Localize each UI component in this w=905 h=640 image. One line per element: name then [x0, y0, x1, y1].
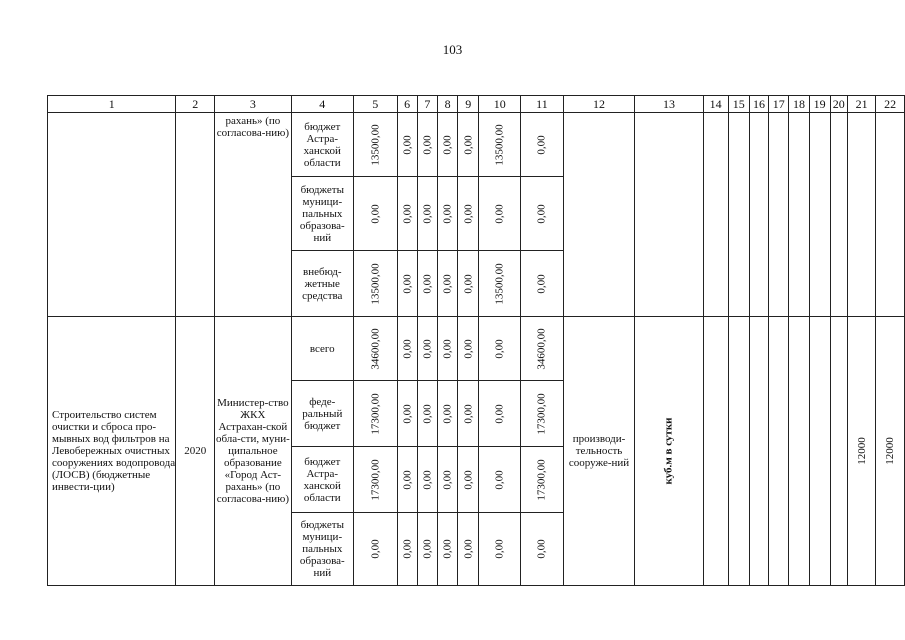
cell-empty: [769, 113, 789, 317]
cell-empty: [176, 113, 215, 317]
value-text: 17300,00: [369, 392, 382, 435]
project-name: Строительство систем очистки и сброса про-мывных вод фильтров на Левобережных очистных сооружениях водопровода (ЛОСВ) (бюджетные инвести-ции): [48, 317, 176, 586]
value-cell: [417, 447, 437, 513]
value-cell: [397, 113, 417, 177]
funding-source: бюджеты муници-пальных образова-ний: [291, 177, 354, 251]
cell-empty: [830, 113, 847, 317]
cell-empty: [728, 113, 749, 317]
value-cell: [438, 447, 458, 513]
col-header: 2: [176, 96, 215, 113]
value-text: 0,00: [535, 539, 548, 559]
value-cell: [438, 251, 458, 317]
cell-empty: [789, 317, 809, 586]
value-text: 13500,00: [369, 123, 382, 166]
value-text: 13500,00: [493, 123, 506, 166]
cell-empty: [728, 317, 749, 586]
cell-empty: [563, 113, 635, 317]
funding-source: внебюд-жетные средства: [291, 251, 354, 317]
value-text: 0,00: [493, 539, 506, 559]
value-cell: [479, 317, 521, 381]
value-cell: [397, 447, 417, 513]
value-cell: [417, 381, 437, 447]
target-cell: [876, 317, 905, 586]
project-executor: Министер-ство ЖКХ Астрахан-ской обла-сти, муни-ципальное образование «Город Аст-рахань» (по согласова-нию): [215, 317, 291, 586]
value-cell: [458, 251, 479, 317]
value-text: 0,00: [401, 338, 414, 359]
value-cell: [458, 513, 479, 586]
executor-continued: рахань» (по согласова-нию): [215, 113, 291, 317]
value-text: 17300,00: [369, 458, 382, 501]
value-cell: [438, 513, 458, 586]
value-text: 0,00: [421, 273, 434, 294]
unit-text: куб.м в сутки: [663, 417, 676, 485]
value-cell: [479, 251, 521, 317]
value-cell: [397, 177, 417, 251]
col-header: 9: [458, 96, 479, 113]
value-text: 0,00: [441, 539, 454, 559]
col-header: 18: [789, 96, 809, 113]
cell-empty: [809, 317, 830, 586]
col-header: 7: [417, 96, 437, 113]
value-text: 0,00: [401, 134, 414, 155]
unit-cell: [635, 317, 703, 586]
value-text: 0,00: [441, 273, 454, 294]
value-text: 0,00: [493, 469, 506, 490]
cell-empty: [749, 113, 768, 317]
value-cell: [479, 447, 521, 513]
cell-empty: [876, 113, 905, 317]
value-cell: [417, 251, 437, 317]
col-header: 14: [703, 96, 728, 113]
value-text: 0,00: [401, 469, 414, 490]
col-header: 17: [769, 96, 789, 113]
value-text: 13500,00: [369, 262, 382, 305]
funding-source: бюджеты муници-пальных образова-ний: [291, 513, 354, 586]
page-number: 103: [442, 42, 463, 57]
value-text: 0,00: [421, 338, 434, 359]
value-text: 0,00: [441, 469, 454, 490]
value-cell: [397, 513, 417, 586]
value-text: 0,00: [401, 273, 414, 294]
value-cell: [417, 177, 437, 251]
value-cell: [521, 381, 563, 447]
value-cell: [521, 113, 563, 177]
value-cell: [397, 381, 417, 447]
col-header: 3: [215, 96, 291, 113]
col-header: 16: [749, 96, 768, 113]
value-text: 0,00: [462, 203, 475, 224]
value-cell: [438, 177, 458, 251]
value-text: 0,00: [401, 203, 414, 224]
value-cell: [354, 317, 398, 381]
value-cell: [438, 317, 458, 381]
col-header: 13: [635, 96, 703, 113]
col-header: 4: [291, 96, 354, 113]
value-cell: [438, 113, 458, 177]
col-header: 8: [438, 96, 458, 113]
value-cell: [354, 447, 398, 513]
value-cell: [521, 177, 563, 251]
value-text: 0,00: [421, 469, 434, 490]
value-cell: [521, 317, 563, 381]
table-row: [48, 317, 905, 381]
value-text: 0,00: [462, 469, 475, 490]
value-text: 0,00: [535, 273, 548, 294]
value-text: 0,00: [421, 203, 434, 224]
value-text: 0,00: [462, 539, 475, 559]
value-text: 0,00: [421, 539, 434, 559]
value-text: 0,00: [493, 338, 506, 359]
cell-empty: [769, 317, 789, 586]
value-text: 13500,00: [493, 262, 506, 305]
value-cell: [458, 447, 479, 513]
budget-table: [47, 95, 905, 586]
value-cell: [354, 177, 398, 251]
value-text: 0,00: [401, 539, 414, 559]
col-header: 21: [847, 96, 876, 113]
col-header: 19: [809, 96, 830, 113]
col-header: 1: [48, 96, 176, 113]
header-row: [48, 96, 905, 113]
value-text: 0,00: [369, 539, 382, 559]
value-cell: [521, 251, 563, 317]
value-cell: [521, 447, 563, 513]
value-cell: [479, 513, 521, 586]
value-cell: [397, 251, 417, 317]
value-text: 0,00: [493, 203, 506, 224]
funding-source: феде-ральный бюджет: [291, 381, 354, 447]
value-text: 0,00: [535, 203, 548, 224]
value-text: 0,00: [462, 134, 475, 155]
value-cell: [458, 177, 479, 251]
value-text: 0,00: [441, 203, 454, 224]
cell-empty: [749, 317, 768, 586]
cell-empty: [703, 317, 728, 586]
cell-empty: [847, 113, 876, 317]
cell-empty: [48, 113, 176, 317]
value-text: 34600,00: [535, 327, 548, 370]
value-text: 17300,00: [535, 392, 548, 435]
value-cell: [458, 113, 479, 177]
col-header: 10: [479, 96, 521, 113]
value-cell: [417, 513, 437, 586]
value-text: 0,00: [535, 134, 548, 155]
value-cell: [354, 513, 398, 586]
col-header: 12: [563, 96, 635, 113]
value-cell: [438, 381, 458, 447]
col-header: 5: [354, 96, 398, 113]
funding-source: бюджет Астра-ханской области: [291, 113, 354, 177]
value-text: 0,00: [401, 403, 414, 424]
value-text: 34600,00: [369, 327, 382, 370]
value-text: 0,00: [421, 134, 434, 155]
funding-source: всего: [291, 317, 354, 381]
cell-empty: [635, 113, 703, 317]
col-header: 20: [830, 96, 847, 113]
value-text: 0,00: [421, 403, 434, 424]
value-text: 0,00: [462, 273, 475, 294]
value-cell: [397, 317, 417, 381]
value-text: 0,00: [462, 338, 475, 359]
value-cell: [417, 317, 437, 381]
value-cell: [417, 113, 437, 177]
value-cell: [458, 317, 479, 381]
col-header: 11: [521, 96, 563, 113]
value-cell: [479, 177, 521, 251]
indicator: производи-тельность сооруже-ний: [563, 317, 635, 586]
cell-empty: [809, 113, 830, 317]
col-header: 15: [728, 96, 749, 113]
funding-source: бюджет Астра-ханской области: [291, 447, 354, 513]
target-cell: [847, 317, 876, 586]
value-cell: [354, 113, 398, 177]
value-cell: [479, 113, 521, 177]
value-text: 0,00: [369, 203, 382, 224]
value-text: 0,00: [493, 403, 506, 424]
project-year: 2020: [176, 317, 215, 586]
value-cell: [458, 381, 479, 447]
value-text: 17300,00: [535, 458, 548, 501]
value-cell: [521, 513, 563, 586]
col-header: 6: [397, 96, 417, 113]
target-value: 12000: [855, 437, 868, 465]
value-text: 0,00: [441, 403, 454, 424]
value-text: 0,00: [441, 338, 454, 359]
value-text: 0,00: [441, 134, 454, 155]
table-row: [48, 113, 905, 177]
value-cell: [479, 381, 521, 447]
target-value: 12000: [884, 437, 897, 465]
cell-empty: [830, 317, 847, 586]
value-cell: [354, 381, 398, 447]
cell-empty: [789, 113, 809, 317]
cell-empty: [703, 113, 728, 317]
value-cell: [354, 251, 398, 317]
col-header: 22: [876, 96, 905, 113]
value-text: 0,00: [462, 403, 475, 424]
